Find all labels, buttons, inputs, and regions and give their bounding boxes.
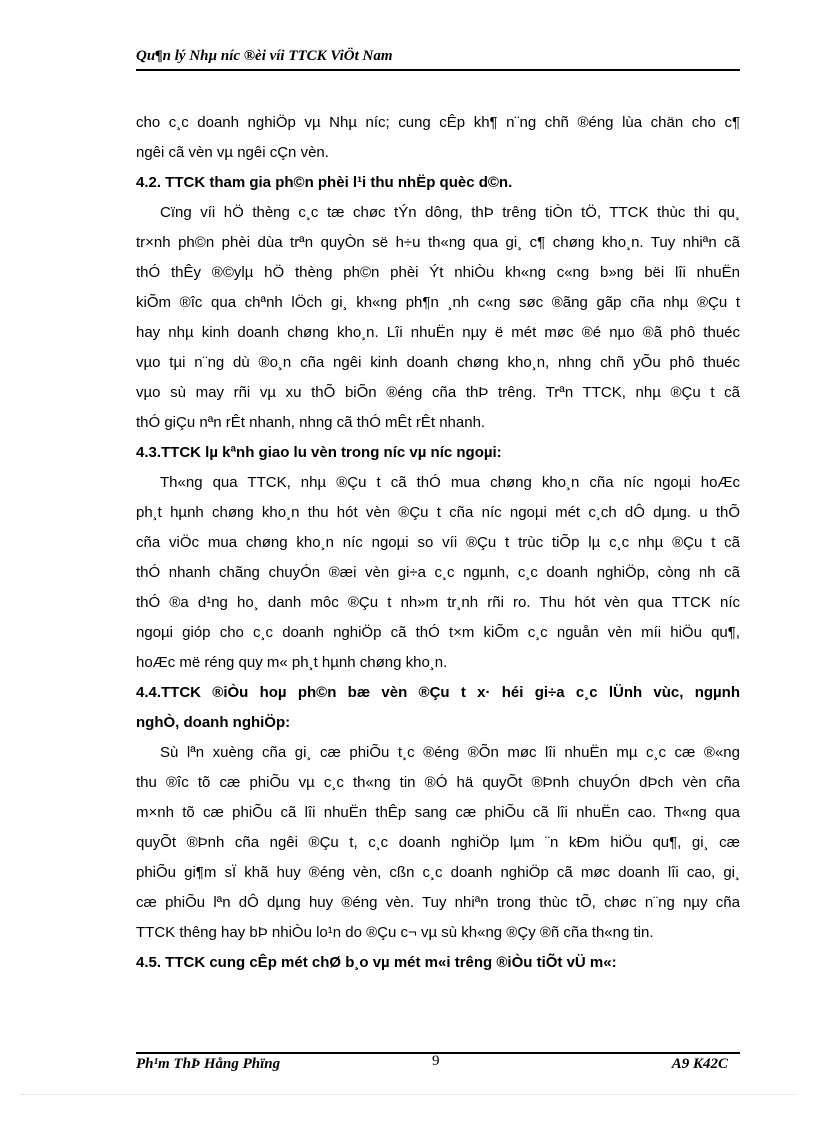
body-line: Cïng víi hÖ thèng c¸c tæ chøc tÝn dông, thÞ trêng tiÒn tÖ, TTCK thùc thi qu¸: [160, 204, 740, 221]
running-header-title: Qu¶n lý Nhµ níc ®èi víi TTCK ViÖt Nam: [136, 48, 393, 64]
body-line: vµo sù may rñi vµ xu thÕ biÕn ®éng cña thÞ trêng. Trªn TTCK, nhµ ®Çu t cã: [136, 384, 740, 401]
footer-author: Ph¹m ThÞ Hång Phïng: [136, 1056, 281, 1072]
body-line: thÓ ®a d¹ng ho¸ danh môc ®Çu t nh»m tr¸nh rñi ro. Thu hót vèn qua TTCK níc: [136, 594, 740, 611]
section-heading: 4.2. TTCK tham gia ph©n phèi l¹i thu nhËp quèc d©n.: [136, 174, 513, 191]
body-line: ph¸t hµnh chøng kho¸n thu hót vèn ®Çu t cña níc ngoµi mét c¸ch dÔ dµng. u thÕ: [136, 504, 740, 521]
page-number: 9: [432, 1053, 440, 1069]
page-edge-divider: [20, 1094, 796, 1095]
body-line: Sù lªn xuèng cña gi¸ cæ phiÕu t¸c ®éng ®Õn møc lîi nhuËn mµ c¸c cæ ®«ng: [160, 744, 740, 761]
section-heading-continuation: nghÒ, doanh nghiÖp:: [136, 714, 291, 731]
body-line: kiÕm ®îc qua chªnh lÖch gi¸ kh«ng ph¶n ¸nh c«ng søc ®ãng gãp cña nhµ ®Çu t: [136, 294, 740, 311]
body-line: Th«ng qua TTCK, nhµ ®Çu t cã thÓ mua chøng kho¸n cña níc ngoµi hoÆc: [160, 474, 740, 491]
page-body: [136, 108, 740, 978]
body-line: cho c¸c doanh nghiÖp vµ Nhµ níc; cung cÊp kh¶ n¨ng chñ ®éng lùa chän cho c¶: [136, 114, 740, 131]
body-line: quyÕt ®Þnh cña ngêi ®Çu t, c¸c doanh nghiÖp lµm ¨n kÐm hiÖu qu¶, gi¸ cæ: [136, 834, 740, 851]
body-line: thÓ giÇu nªn rÊt nhanh, nhng cã thÓ mÊt rÊt nhanh.: [136, 414, 486, 431]
body-line: ngêi cã vèn vµ ngêi cÇn vèn.: [136, 144, 329, 161]
body-line: tr×nh ph©n phèi dùa trªn quyÒn së h÷u th«ng qua gi¸ c¶ chøng kho¸n. Tuy nhiªn cã: [136, 234, 740, 251]
body-line: hoÆc më réng quy m« ph¸t hµnh chøng kho¸n.: [136, 654, 448, 671]
body-line: thu ®îc tõ cæ phiÕu vµ c¸c th«ng tin ®Ó hä quyÕt ®Þnh chuyÓn dÞch vèn cña: [136, 774, 740, 791]
body-line: m×nh tõ cæ phiÕu cã lîi nhuËn thÊp sang cæ phiÕu cã lîi nhuËn cao. Th«ng qua: [136, 804, 740, 821]
section-heading: 4.4.TTCK ®iÒu hoµ ph©n bæ vèn ®Çu t x· héi gi÷a c¸c lÜnh vùc, ngµnh: [136, 684, 740, 701]
body-line: cña viÖc mua chøng kho¸n níc ngoµi so víi ®Çu t trùc tiÕp lµ c¸c nhµ ®Çu t cã: [136, 534, 740, 551]
header-rule: [136, 69, 740, 71]
body-line: ngoµi gióp cho c¸c doanh nghiÖp cã thÓ t×m kiÕm c¸c nguån vèn míi hiÖu qu¶,: [136, 624, 740, 641]
body-line: thÓ nhanh chãng chuyÓn ®æi vèn gi÷a c¸c ngµnh, c¸c doanh nghiÖp, còng nh cã: [136, 564, 740, 581]
body-line: hay nhµ kinh doanh chøng kho¸n. Lîi nhuËn nµy ë mét møc ®é nµo ®ã phô thuéc: [136, 324, 740, 341]
body-line: phiÕu gi¶m sÏ khã huy ®éng vèn, cßn c¸c doanh nghiÖp cã møc doanh lîi cao, gi¸: [136, 864, 740, 881]
body-line: vµo tµi n¨ng dù ®o¸n cña ngêi kinh doanh chøng kho¸n, nhng chñ yÕu phô thuéc: [136, 354, 740, 371]
body-line: cæ phiÕu lªn dÔ dµng huy ®éng vèn. Tuy nhiªn trong thùc tÕ, chøc n¨ng nµy cña: [136, 894, 740, 911]
section-heading: 4.3.TTCK lµ kªnh giao lu vèn trong níc vµ níc ngoµi:: [136, 444, 502, 461]
footer-class-code: A9 K42C: [671, 1056, 728, 1072]
section-heading: 4.5. TTCK cung cÊp mét chØ b¸o vµ mét m«i trêng ®iÒu tiÕt vÜ m«:: [136, 954, 617, 971]
body-line: thÓ thÊy ®©ylµ hÖ thèng ph©n phèi Ýt nhiÒu kh«ng c«ng b»ng bëi lîi nhuËn: [136, 264, 740, 281]
body-line: TTCK thêng hay bÞ nhiÒu lo¹n do ®Çu c¬ vµ sù kh«ng ®Çy ®ñ cña th«ng tin.: [136, 924, 654, 941]
